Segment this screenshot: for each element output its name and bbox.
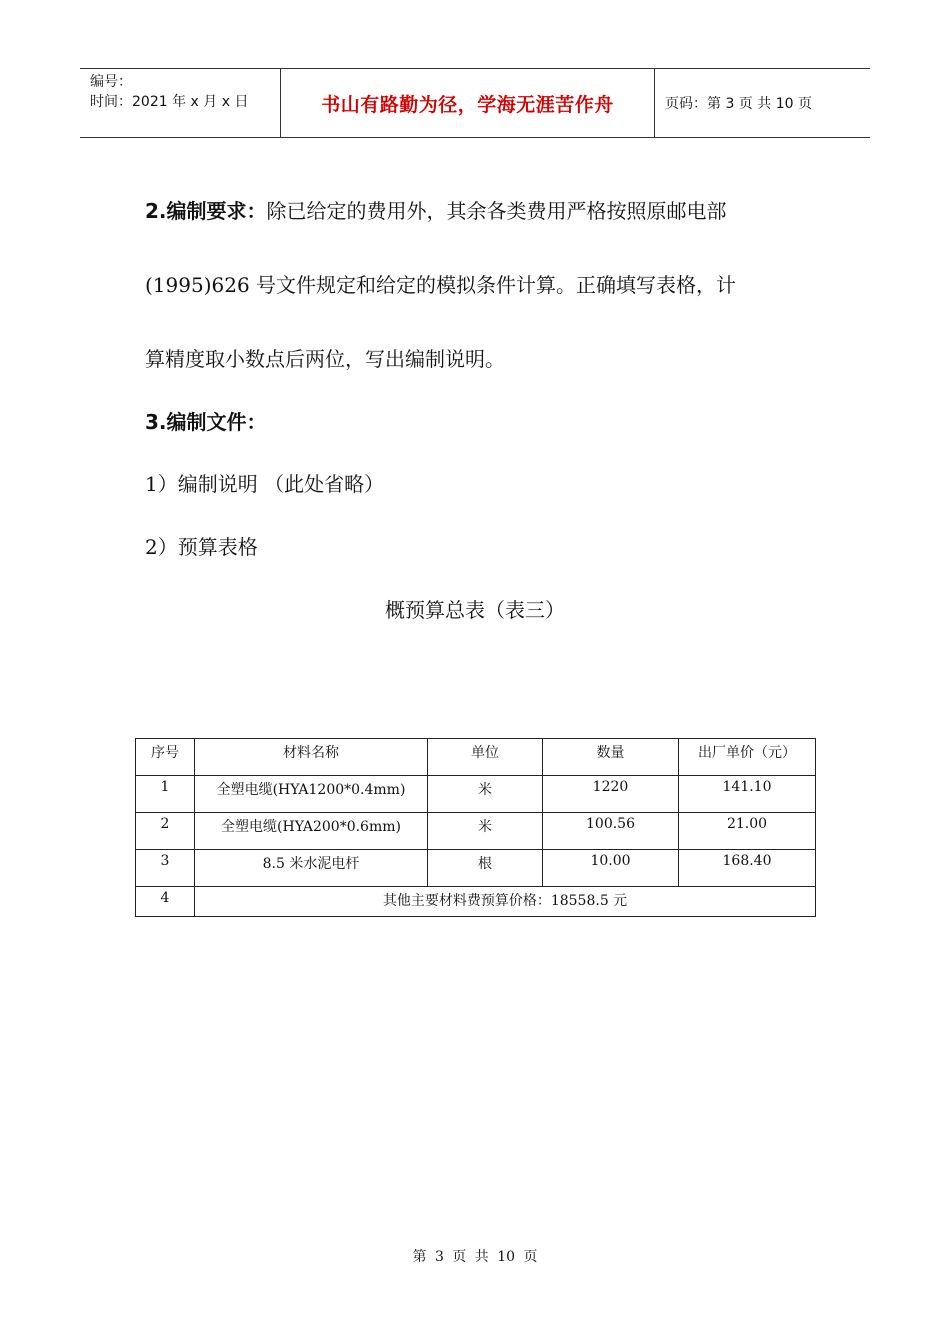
page-header [80,68,870,138]
requirements-line-3: 算精度取小数点后两位，写出编制说明。 [145,347,505,371]
col-header-name: 材料名称 [195,739,428,776]
col-header-price: 出厂单价（元） [679,739,816,776]
header-meta [80,69,281,137]
cell-other-materials: 其他主要材料费预算价格：18558.5 元 [195,887,816,917]
cell-no: 3 [136,850,195,887]
table-row [136,776,816,813]
cell-no: 1 [136,776,195,813]
table-header-row [136,739,816,776]
table-row [136,813,816,850]
cell-name: 全塑电缆(HYA1200*0.4mm) [195,776,428,813]
cell-qty: 1220 [543,776,679,813]
requirements-heading: 2.编制要求： [145,199,267,223]
materials-table [135,738,816,917]
requirements-text-1: 除已给定的费用外，其余各类费用严格按照原邮电部 [266,199,727,223]
cell-price: 168.40 [679,850,816,887]
header-motto: 书山有路勤为径，学海无涯苦作舟 [281,69,655,137]
table-title: 概预算总表（表三） [385,598,565,622]
cell-unit: 米 [428,813,543,850]
cell-name: 全塑电缆(HYA200*0.6mm) [195,813,428,850]
cell-unit: 根 [428,850,543,887]
cell-no: 4 [136,887,195,917]
requirements-line-2: (1995)626 号文件规定和给定的模拟条件计算。正确填写表格，计 [145,273,737,297]
cell-unit: 米 [428,776,543,813]
files-heading: 3.编制文件： [145,410,267,434]
cell-qty: 100.56 [543,813,679,850]
col-header-qty: 数量 [543,739,679,776]
table-row [136,850,816,887]
table-total-row [136,887,816,917]
cell-qty: 10.00 [543,850,679,887]
list-item-1: 1）编制说明 （此处省略） [145,472,385,496]
header-page-info: 页码：第 3 页 共 10 页 [665,96,812,112]
time-label: 时间：2021 年 x 月 x 日 [90,94,249,110]
col-header-unit: 单位 [428,739,543,776]
cell-no: 2 [136,813,195,850]
number-label: 编号： [90,74,132,90]
cell-price: 141.10 [679,776,816,813]
cell-price: 21.00 [679,813,816,850]
col-header-no: 序号 [136,739,195,776]
requirements-line-1 [145,198,727,224]
page-footer: 第 3 页 共 10 页 [412,1249,538,1265]
list-item-2: 2）预算表格 [145,535,258,559]
cell-name: 8.5 米水泥电杆 [195,850,428,887]
